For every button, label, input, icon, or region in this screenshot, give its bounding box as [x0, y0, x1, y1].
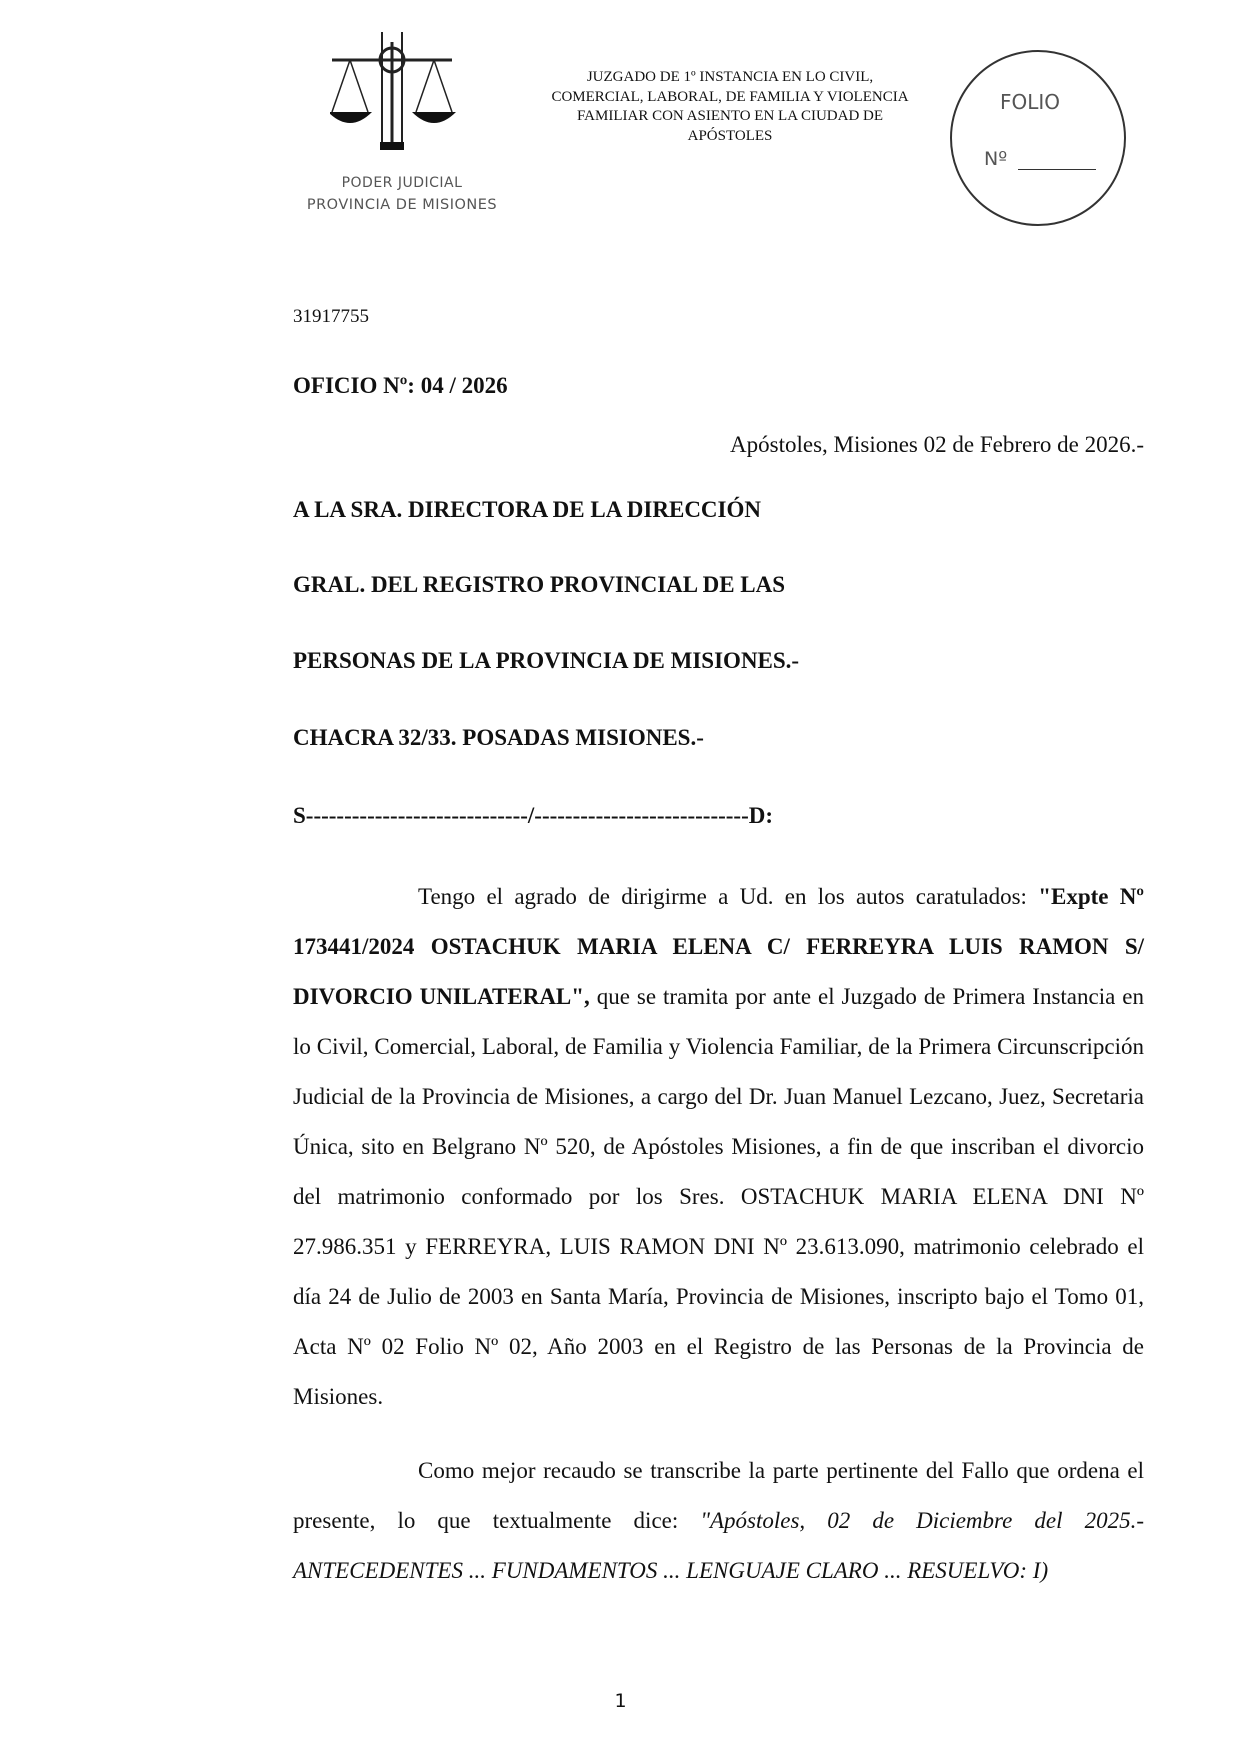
- addressee-line: GRAL. DEL REGISTRO PROVINCIAL DE LAS: [293, 572, 786, 597]
- folio-label: FOLIO: [1000, 90, 1061, 114]
- salutation-line: S-----------------------------/----------------------------D:: [293, 803, 774, 828]
- document-code: 31917755: [293, 306, 369, 327]
- court-heading-line: JUZGADO DE 1º INSTANCIA EN LO CIVIL,: [586, 69, 874, 85]
- logo-text-provincia: PROVINCIA DE MISIONES: [306, 197, 498, 213]
- document-date: Apóstoles, Misiones 02 de Febrero de 2026.-: [730, 432, 1144, 457]
- body-paragraph-1: [293, 872, 1144, 1422]
- court-heading-line: FAMILIAR CON ASIENTO EN LA CIUDAD DE: [576, 108, 884, 124]
- addressee-line: CHACRA 32/33. POSADAS MISIONES.-: [293, 725, 704, 750]
- addressee-line: A LA SRA. DIRECTORA DE LA DIRECCIÓN: [293, 497, 761, 522]
- judiciary-logo: [300, 30, 530, 220]
- case-title: "Expte Nº 173441/2024 OSTACHUK MARIA ELENA C/ FERREYRA LUIS RAMON S/ DIVORCIO UNILATERAL",: [293, 884, 1144, 1009]
- oficio-number: OFICIO Nº: 04 / 2026: [293, 373, 508, 398]
- court-heading-line: COMERCIAL, LABORAL, DE FAMILIA Y VIOLENCIA: [551, 88, 909, 105]
- page-number: 1: [614, 1690, 627, 1712]
- folio-number-label: Nº: [984, 148, 1008, 170]
- addressee-line: PERSONAS DE LA PROVINCIA DE MISIONES.-: [293, 648, 800, 673]
- folio-number-blank: [1018, 169, 1096, 170]
- body-paragraph-2: [293, 1446, 1144, 1596]
- scales-of-justice-icon: [330, 30, 490, 180]
- court-heading: [520, 68, 940, 146]
- ruling-quote: "Apóstoles, 02 de Diciembre del 2025.- ANTECEDENTES ... FUNDAMENTOS ... LENGUAJE CLARO ... RESUELVO: I): [293, 1508, 1144, 1583]
- court-heading-line: APÓSTOLES: [687, 127, 773, 144]
- para1-intro: Tengo el agrado de dirigirme a Ud. en los autos caratulados:: [418, 884, 1039, 909]
- folio-stamp: [950, 50, 1126, 226]
- logo-text-poder-judicial: PODER JUDICIAL: [341, 175, 463, 191]
- para1-rest: que se tramita por ante el Juzgado de Primera Instancia en lo Civil, Comercial, Laboral, de Familia y Violencia Familiar, de la Primera Circunscripción Judicial de la Provincia de Misiones, a cargo del Dr. Juan Manuel Lezcano, Juez, Secretaria Única, sito en Belgrano Nº 520, de Apóstoles Misiones, a fin de que inscriban el divorcio del matrimonio conformado por los Sres. OSTACHUK MARIA ELENA DNI Nº 27.986.351 y FERREYRA, LUIS RAMON DNI Nº 23.613.090, matrimonio celebrado el día 24 de Julio de 2003 en Santa María, Provincia de Misiones, inscripto bajo el Tomo 01, Acta Nº 02 Folio Nº 02, Año 2003 en el Registro de las Personas de la Provincia de Misiones.: [293, 984, 1144, 1409]
- para2-intro: Como mejor recaudo se transcribe la parte pertinente del Fallo que ordena el presente, lo que textualmente dice:: [293, 1458, 1144, 1533]
